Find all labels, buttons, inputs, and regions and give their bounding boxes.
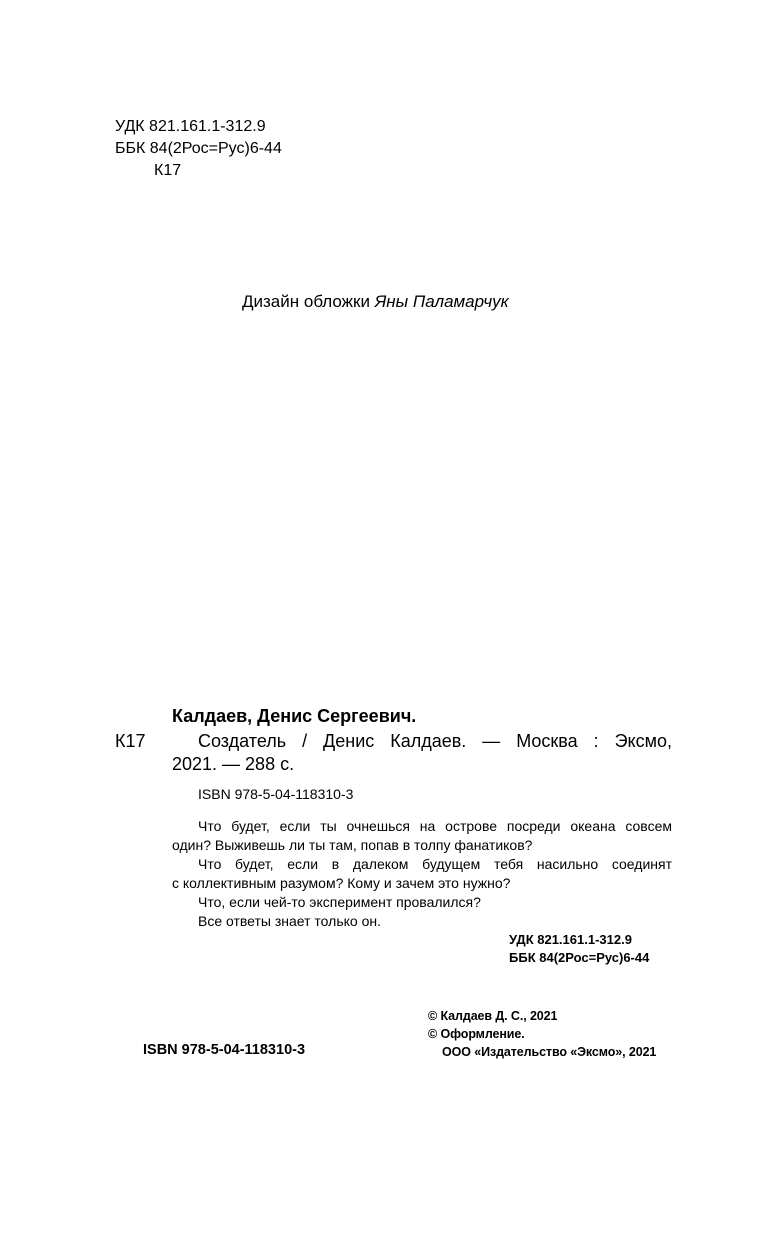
isbn-record: ISBN 978-5-04-118310-3 bbox=[198, 786, 354, 802]
annotation-line: один? Выживешь ли ты там, попав в толпу фанатиков? bbox=[172, 837, 533, 853]
copyright-publisher: ООО «Издательство «Эксмо», 2021 bbox=[442, 1045, 657, 1059]
title-line-1: Создатель / Денис Калдаев. — Москва : Эксмо, bbox=[198, 731, 672, 751]
author-heading: Калдаев, Денис Сергеевич. bbox=[172, 706, 417, 726]
author-sign-top: К17 bbox=[154, 162, 182, 179]
cover-design-label: Дизайн обложки bbox=[242, 292, 370, 311]
annotation-line: Что будет, если ты очнешься на острове посреди океана совсем bbox=[198, 818, 672, 834]
annotation-line: Что, если чей-то эксперимент провалился? bbox=[198, 894, 481, 910]
udk-bottom: УДК 821.161.1-312.9 bbox=[509, 932, 632, 947]
copyright-author: © Калдаев Д. С., 2021 bbox=[428, 1009, 558, 1023]
isbn-bottom: ISBN 978-5-04-118310-3 bbox=[143, 1042, 306, 1058]
bbk-top: ББК 84(2Рос=Рус)6-44 bbox=[115, 140, 282, 157]
annotation-line: Все ответы знает только он. bbox=[198, 913, 381, 929]
copyright-design: © Оформление. bbox=[428, 1027, 525, 1041]
cover-designer-name: Яны Паламарчук bbox=[374, 292, 509, 311]
author-sign-side: К17 bbox=[115, 731, 146, 751]
udk-top: УДК 821.161.1-312.9 bbox=[115, 118, 266, 135]
annotation bbox=[172, 817, 672, 931]
annotation-line: Что будет, если в далеком будущем тебя насильно соединят bbox=[198, 856, 672, 872]
bbk-bottom: ББК 84(2Рос=Рус)6-44 bbox=[509, 950, 650, 965]
annotation-line: с коллективным разумом? Кому и зачем это нужно? bbox=[172, 875, 511, 891]
cover-design-credit bbox=[242, 292, 509, 312]
title-line-2: 2021. — 288 с. bbox=[172, 754, 295, 774]
